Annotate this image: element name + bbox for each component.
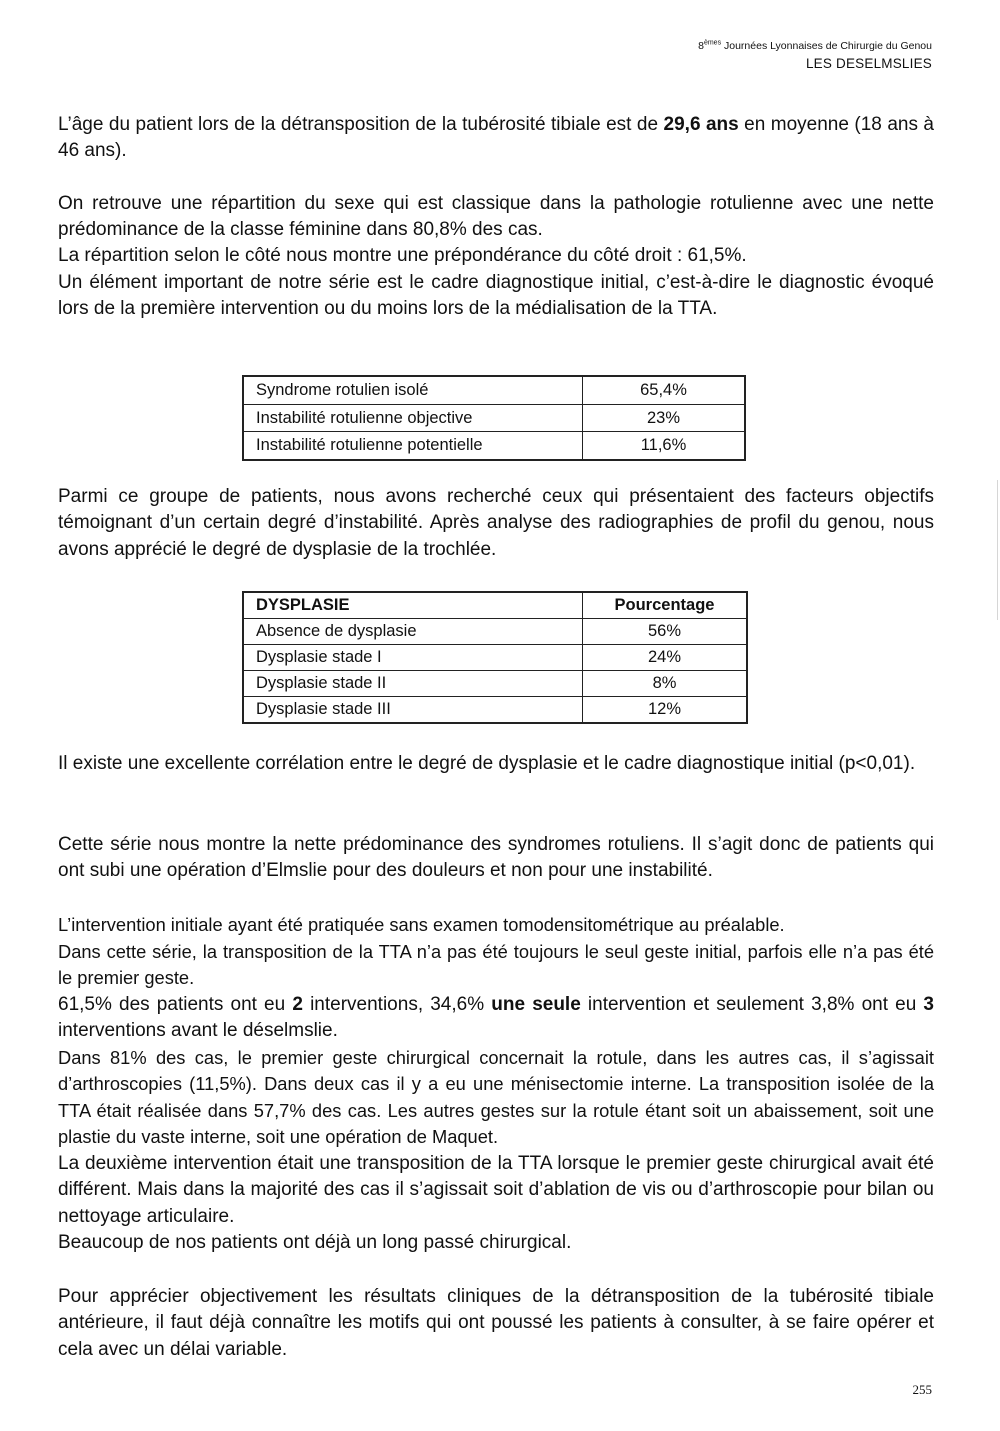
chapter-title: LES DESELMSLIES xyxy=(805,56,932,71)
paragraph-age: L’âge du patient lors de la détransposition de la tubérosité tibiale est de 29,6 ans en moyenne (18 ans à 46 ans). xyxy=(58,114,934,162)
paragraph-transposition: Dans cette série, la transposition de la TTA n’a pas été toujours le seul geste initial, parfois elle n’a pas été le premier geste. xyxy=(58,941,934,989)
paragraph-surgical-history: Beaucoup de nos patients ont déjà un long passé chirurgical. xyxy=(58,1232,572,1253)
paragraph-dysplasia-intro: Parmi ce groupe de patients, nous avons recherché ceux qui présentaient des facteurs objectifs témoignant d’un certain degré d’instabilité. Après analyse des radiographies de profil du genou, nous avons apprécié le degré de dysplasie de la trochlée. xyxy=(58,486,934,560)
table-row: Instabilité rotulienne objective 23% xyxy=(243,404,745,432)
table-row: Dysplasie stade III 12% xyxy=(243,697,747,724)
table-row: Dysplasie stade I 24% xyxy=(243,645,747,671)
page-number: 255 xyxy=(912,1382,932,1397)
paragraph-predominance: Cette série nous montre la nette prédominance des syndromes rotuliens. Il s’agit donc de patients qui ont subi une opération d’Elmslie pour des douleurs et non pour une instabilité. xyxy=(58,834,934,882)
paragraph-clinical-results: Pour apprécier objectivement les résultats cliniques de la détransposition de la tubérosité tibiale antérieure, il faut déjà connaître les motifs qui ont poussé les patients à consulter, à se faire opérer et cela avec un délai variable. xyxy=(58,1286,934,1360)
paragraph-correlation: Il existe une excellente corrélation entre le degré de dysplasie et le cadre diagnostique initial (p<0,01). xyxy=(58,753,916,774)
dysplasia-table xyxy=(242,591,748,724)
paragraph-first-gesture: Dans 81% des cas, le premier geste chirurgical concernait la rotule, dans les autres cas, il s’agissait d’arthroscopies (11,5%). Dans deux cas il y a eu une ménisectomie interne. La transposition isolée de la TTA était réalisée dans 57,7% des cas. Les autres gestes sur la rotule étant soit un abaissement, soit une plastie du vaste interne, soit une opération de Maquet. xyxy=(58,1047,934,1147)
paragraph-second-intervention: La deuxième intervention était une transposition de la TTA lorsque le premier geste chirurgical avait été différent. Mais dans la majorité des cas il s’agissait soit d’ablation de vis ou d’arthroscopie pour bilan ou nettoyage articulaire. xyxy=(58,1153,934,1227)
paragraph-side: La répartition selon le côté nous montre une prépondérance du côté droit : 61,5%. xyxy=(58,245,747,266)
diagnostic-table xyxy=(242,375,746,461)
table-header-row: DYSPLASIE Pourcentage xyxy=(243,592,747,619)
conference-title: 8èmes Journées Lyonnaises de Chirurgie du Genou xyxy=(698,39,932,52)
table-row: Instabilité rotulienne potentielle 11,6% xyxy=(243,432,745,460)
running-header xyxy=(698,38,932,72)
table-row: Absence de dysplasie 56% xyxy=(243,619,747,645)
table-row: Dysplasie stade II 8% xyxy=(243,671,747,697)
paragraph-sex: On retrouve une répartition du sexe qui est classique dans la pathologie rotulienne avec une nette prédominance de la classe féminine dans 80,8% des cas. xyxy=(58,193,934,241)
table-row: Syndrome rotulien isolé 65,4% xyxy=(243,376,745,404)
page-edge-shadow xyxy=(997,480,998,620)
paragraph-interventions-count: 61,5% des patients ont eu 2 interventions, 34,6% une seule intervention et seulement 3,8% ont eu 3 interventions avant le déselmslie. xyxy=(58,994,934,1042)
paragraph-initial-intervention: L’intervention initiale ayant été pratiquée sans examen tomodensitométrique au préalable. xyxy=(58,914,785,935)
paragraph-diagnostic: Un élément important de notre série est le cadre diagnostique initial, c’est-à-dire le diagnostic évoqué lors de la première intervention ou du moins lors de la médialisation de la TTA. xyxy=(58,272,934,320)
